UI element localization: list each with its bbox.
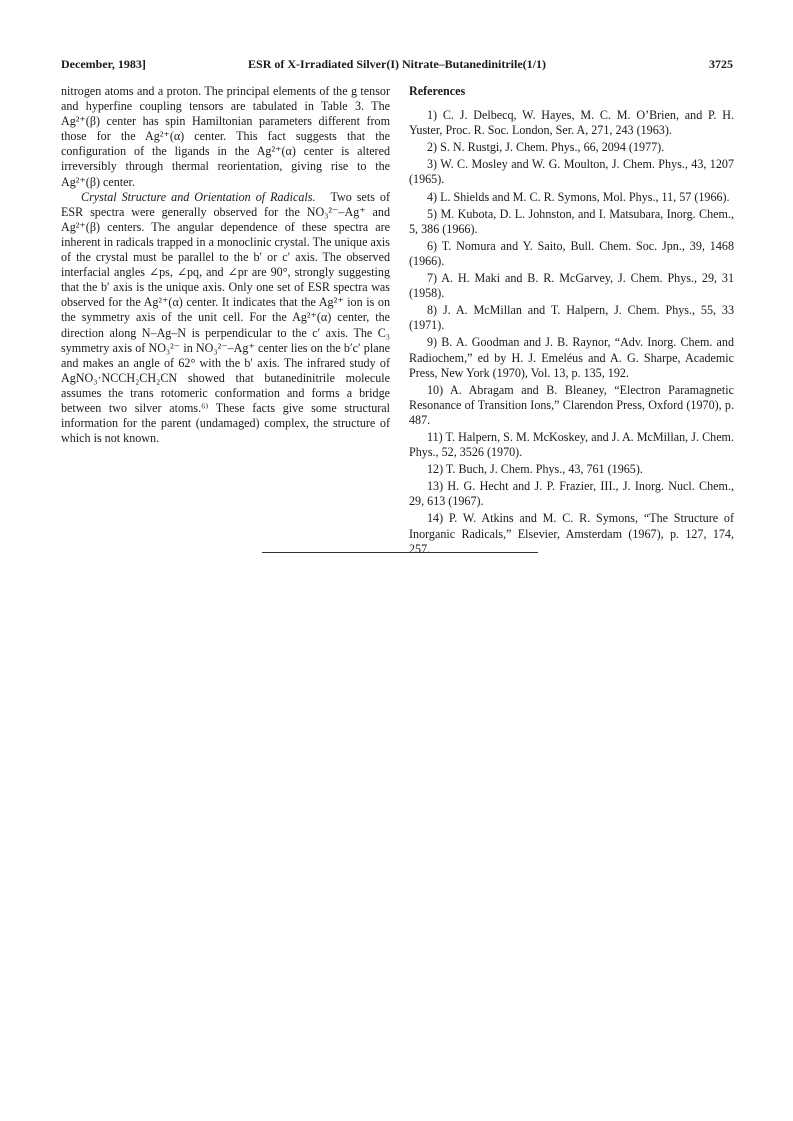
reference-item: 11) T. Halpern, S. M. McKoskey, and J. A. McMillan, J. Chem. Phys., 52, 3526 (1970). xyxy=(409,429,734,460)
reference-item: 12) T. Buch, J. Chem. Phys., 43, 761 (1965). xyxy=(427,462,643,477)
reference-item: 6) T. Nomura and Y. Saito, Bull. Chem. Soc. Jpn., 39, 1468 (1966). xyxy=(409,238,734,268)
reference-item: 3) W. C. Mosley and W. G. Moulton, J. Chem. Phys., 43, 1207 (1965). xyxy=(409,157,734,187)
reference-item: 7) A. H. Maki and B. R. McGarvey, J. Chem. Phys., 29, 31 (1958). xyxy=(409,271,734,301)
running-header xyxy=(61,57,733,73)
body-paragraph-2-text: Two sets of ESR spectra were generally observed for the NO₃²⁻–Ag⁺ and Ag²⁺(β) centers. The angular dependence of these spectra are inherent in radicals trapped in a monoclinic crystal. The unique axis of the crystal must be parallel to the b′ or c′ axis. The observed interfacial angles ∠ps, ∠pq, and ∠pr are 90°, strongly suggesting that the b′ axis is the unique axis. Only one set of ESR spectra was observed for the Ag²⁺(α) center. It indicates that the Ag²⁺ ion is on the symmetry axis of the unit cell. For the Ag²⁺(α) center, the direction along N–Ag–N is perpendicular to the c′ axis. The C₃ symmetry axis of NO₃²⁻ in NO₃²⁻–Ag⁺ center lies on the b′c′ plane and makes an angle of 62° with the b′ axis. The infrared study of AgNO₃·NCCH₂CH₂CN showed that butanedinitrile molecule assumes the trans rotomeric conformation and forms a bridge between two silver atoms.⁶⁾ These facts give some structural information for the parent (undamaged) complex, the structure of which is not known. xyxy=(61,189,390,446)
reference-item: 10) A. Abragam and B. Bleaney, “Electron Paramagnetic Resonance of Transition Ions,” Clarendon Press, Oxford (1970), p. 487. xyxy=(409,382,734,427)
reference-item: 5) M. Kubota, D. L. Johnston, and I. Matsubara, Inorg. Chem., 5, 386 (1966). xyxy=(409,206,734,236)
reference-item: 1) C. J. Delbecq, W. Hayes, M. C. M. O’Brien, and P. H. Yuster, Proc. R. Soc. London, Ser. A, 271, 243 (1963). xyxy=(409,108,734,138)
references-title: References xyxy=(409,84,466,98)
references-column xyxy=(409,84,734,557)
end-rule xyxy=(262,552,538,553)
body-paragraph-2 xyxy=(61,190,390,447)
header-date: December, 1983] xyxy=(61,57,146,71)
reference-item: 14) P. W. Atkins and M. C. R. Symons, “The Structure of Inorganic Radicals,” Elsevier, Amsterdam (1967), p. 127, 174, 257. xyxy=(409,511,734,556)
left-column xyxy=(61,84,390,446)
header-title: ESR of X-Irradiated Silver(I) Nitrate–Butanedinitrile(1/1) xyxy=(248,57,546,71)
section-heading: Crystal Structure and Orientation of Radicals. xyxy=(81,189,316,204)
reference-item: 8) J. A. McMillan and T. Halpern, J. Chem. Phys., 55, 33 (1971). xyxy=(409,303,734,333)
reference-item: 2) S. N. Rustgi, J. Chem. Phys., 66, 2094 (1977). xyxy=(427,140,665,155)
reference-item: 13) H. G. Hecht and J. P. Frazier, III., J. Inorg. Nucl. Chem., 29, 613 (1967). xyxy=(409,479,734,509)
reference-item: 4) L. Shields and M. C. R. Symons, Mol. Phys., 11, 57 (1966). xyxy=(427,189,730,204)
page-number: 3725 xyxy=(709,57,733,71)
body-paragraph-1: nitrogen atoms and a proton. The principal elements of the g tensor and hyperfine coupling tensors are tabulated in Table 3. The Ag²⁺(β) center has spin Hamiltonian parameters different from those for the Ag²⁺(α) center. This fact suggests that the configuration of the ligands in the Ag²⁺(α) center is altered irreversibly through thermal reorientation, giving rise to the Ag²⁺(β) center. xyxy=(61,84,390,189)
reference-item: 9) B. A. Goodman and J. B. Raynor, “Adv. Inorg. Chem. and Radiochem,” ed by H. J. Emeléus and A. G. Sharpe, Academic Press, New York (1970), Vol. 13, p. 135, 192. xyxy=(409,335,734,380)
